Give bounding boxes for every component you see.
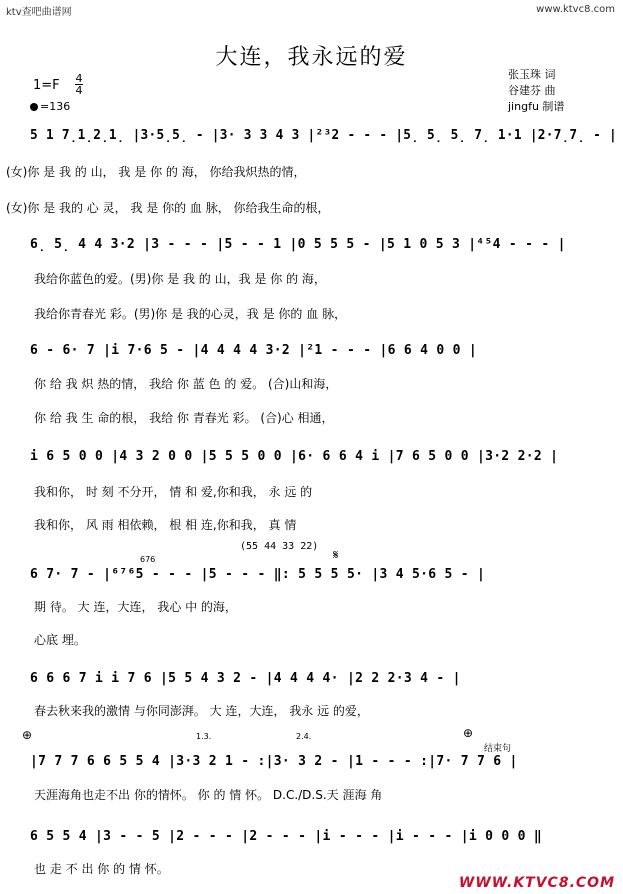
arranger-credit: jingfu 制谱: [508, 100, 565, 113]
notation-row-4: i 6 5 0 0 |4 3 2 0 0 |5 5 5 0 0 |6· 6 6 4 i |7 6 5 0 0 |3·2 2·2 |: [30, 449, 559, 464]
tempo-marking: =136: [30, 100, 70, 113]
lyric-row-6: 春去秋来我的激情 与你同澎湃。 大 连，大连， 我永 远 的爱，: [34, 704, 369, 718]
notation-row-7: |7 7 7 6 6 5 5 4 |3·3 2 1 - :|3· 3 2 - |1 - - - :|7· 7 7 6 |: [30, 754, 518, 769]
lyric-row-2-verse-2: 我给你青春光 彩。(男)你 是 我的心灵，我 是 你的 血 脉，: [34, 307, 347, 321]
lyric-row-4-verse-1: 我和你， 时 刻 不分开， 情 和 爱,你和我， 永 远 的: [34, 485, 313, 499]
notation-row-2: 6̣ 5̣ 4 4 3·2 |3 - - - |5 - - 1 |0 5 5 5 - |5 1 0 5 3 |⁴⁵4 - - - |: [30, 237, 566, 252]
notation-row-1: 5 1 7̣1̣2̣1̣ |3·5̣5̣ - |3· 3 3 4 3 |²³2 - - - |5̣ 5̣ 5̣ 7̣ 1·1 |2·7̣7̣ - |: [30, 128, 618, 143]
coda-section-label: 结束句: [484, 744, 512, 754]
ending-2-4-label: 2.4.: [296, 732, 312, 741]
time-signature: 4 4: [75, 72, 83, 97]
lyric-row-4-verse-2: 我和你， 风 雨 相依赖， 根 相 连,你和我， 真 情: [34, 518, 297, 532]
coda-icon: ⊕: [22, 728, 33, 742]
lyric-row-1-verse-1: (女)你 是 我 的 山， 我 是 你 的 海， 你给我炽热的情，: [6, 165, 306, 179]
lyric-row-5-verse-1: 期 待。 大 连，大连， 我心 中 的海，: [34, 600, 237, 614]
lyricist-credit: 张玉珠 词: [508, 68, 556, 81]
grace-run: (55 44 33 22): [240, 541, 319, 552]
key-signature: 1=F: [33, 78, 60, 93]
segno-icon: 𝄋: [333, 548, 339, 563]
site-logo[interactable]: WWW.KTVC8.COM: [458, 875, 615, 891]
coda-icon-2: ⊕: [463, 726, 474, 740]
notation-row-3: 6 - 6· 7 |i 7·6 5 - |4 4 4 4 3·2 |²1 - - - |6 6 4 0 0 |: [30, 343, 477, 358]
song-title: 大连，我永远的爱: [215, 45, 408, 70]
lyric-row-3-verse-2: 你 给 我 生 命的根， 我给 你 青春光 彩。 (合)心 相通，: [34, 411, 334, 425]
notation-row-5: 6 7· 7 - |⁶⁷⁶5 - - - |5 - - - ‖: 5 5 5 5· |3 4 5·6 5 - |: [30, 567, 486, 582]
lyric-row-7: 天涯海角也走不出 你的情怀。 你 的 情 怀。 D.C./D.S.天 涯海 角: [34, 788, 383, 802]
site-name: ktv查吧曲谱网: [6, 7, 72, 18]
notation-row-6: 6 6 6 7 i i 7 6 |5 5 4 3 2 - |4 4 4 4· |2 2 2·3 4 - |: [30, 671, 461, 686]
notation-row-8: 6 5 5 4 |3 - - 5 |2 - - - |2 - - - |i - - - |i - - - |i 0 0 0 ‖: [30, 829, 542, 844]
grace-note-676: 676: [140, 555, 156, 564]
quarter-note-icon: [30, 103, 38, 111]
composer-credit: 谷建芬 曲: [508, 84, 556, 97]
ending-1-3-label: 1.3.: [196, 732, 212, 741]
site-url[interactable]: www.ktvc8.com: [536, 4, 615, 15]
lyric-row-1-verse-2: (女)你 是 我的 心 灵， 我 是 你的 血 脉， 你给我生命的根，: [6, 201, 330, 215]
lyric-row-8: 也 走 不 出 你 的 情 怀。: [34, 862, 169, 876]
lyric-row-5-verse-2: 心底 埋。: [34, 633, 86, 647]
lyric-row-3-verse-1: 你 给 我 炽 热的情， 我给 你 蓝 色 的 爱。 (合)山和海，: [34, 377, 338, 391]
lyric-row-2-verse-1: 我给你蓝色的爱。(男)你 是 我 的 山，我 是 你 的 海，: [34, 272, 326, 286]
